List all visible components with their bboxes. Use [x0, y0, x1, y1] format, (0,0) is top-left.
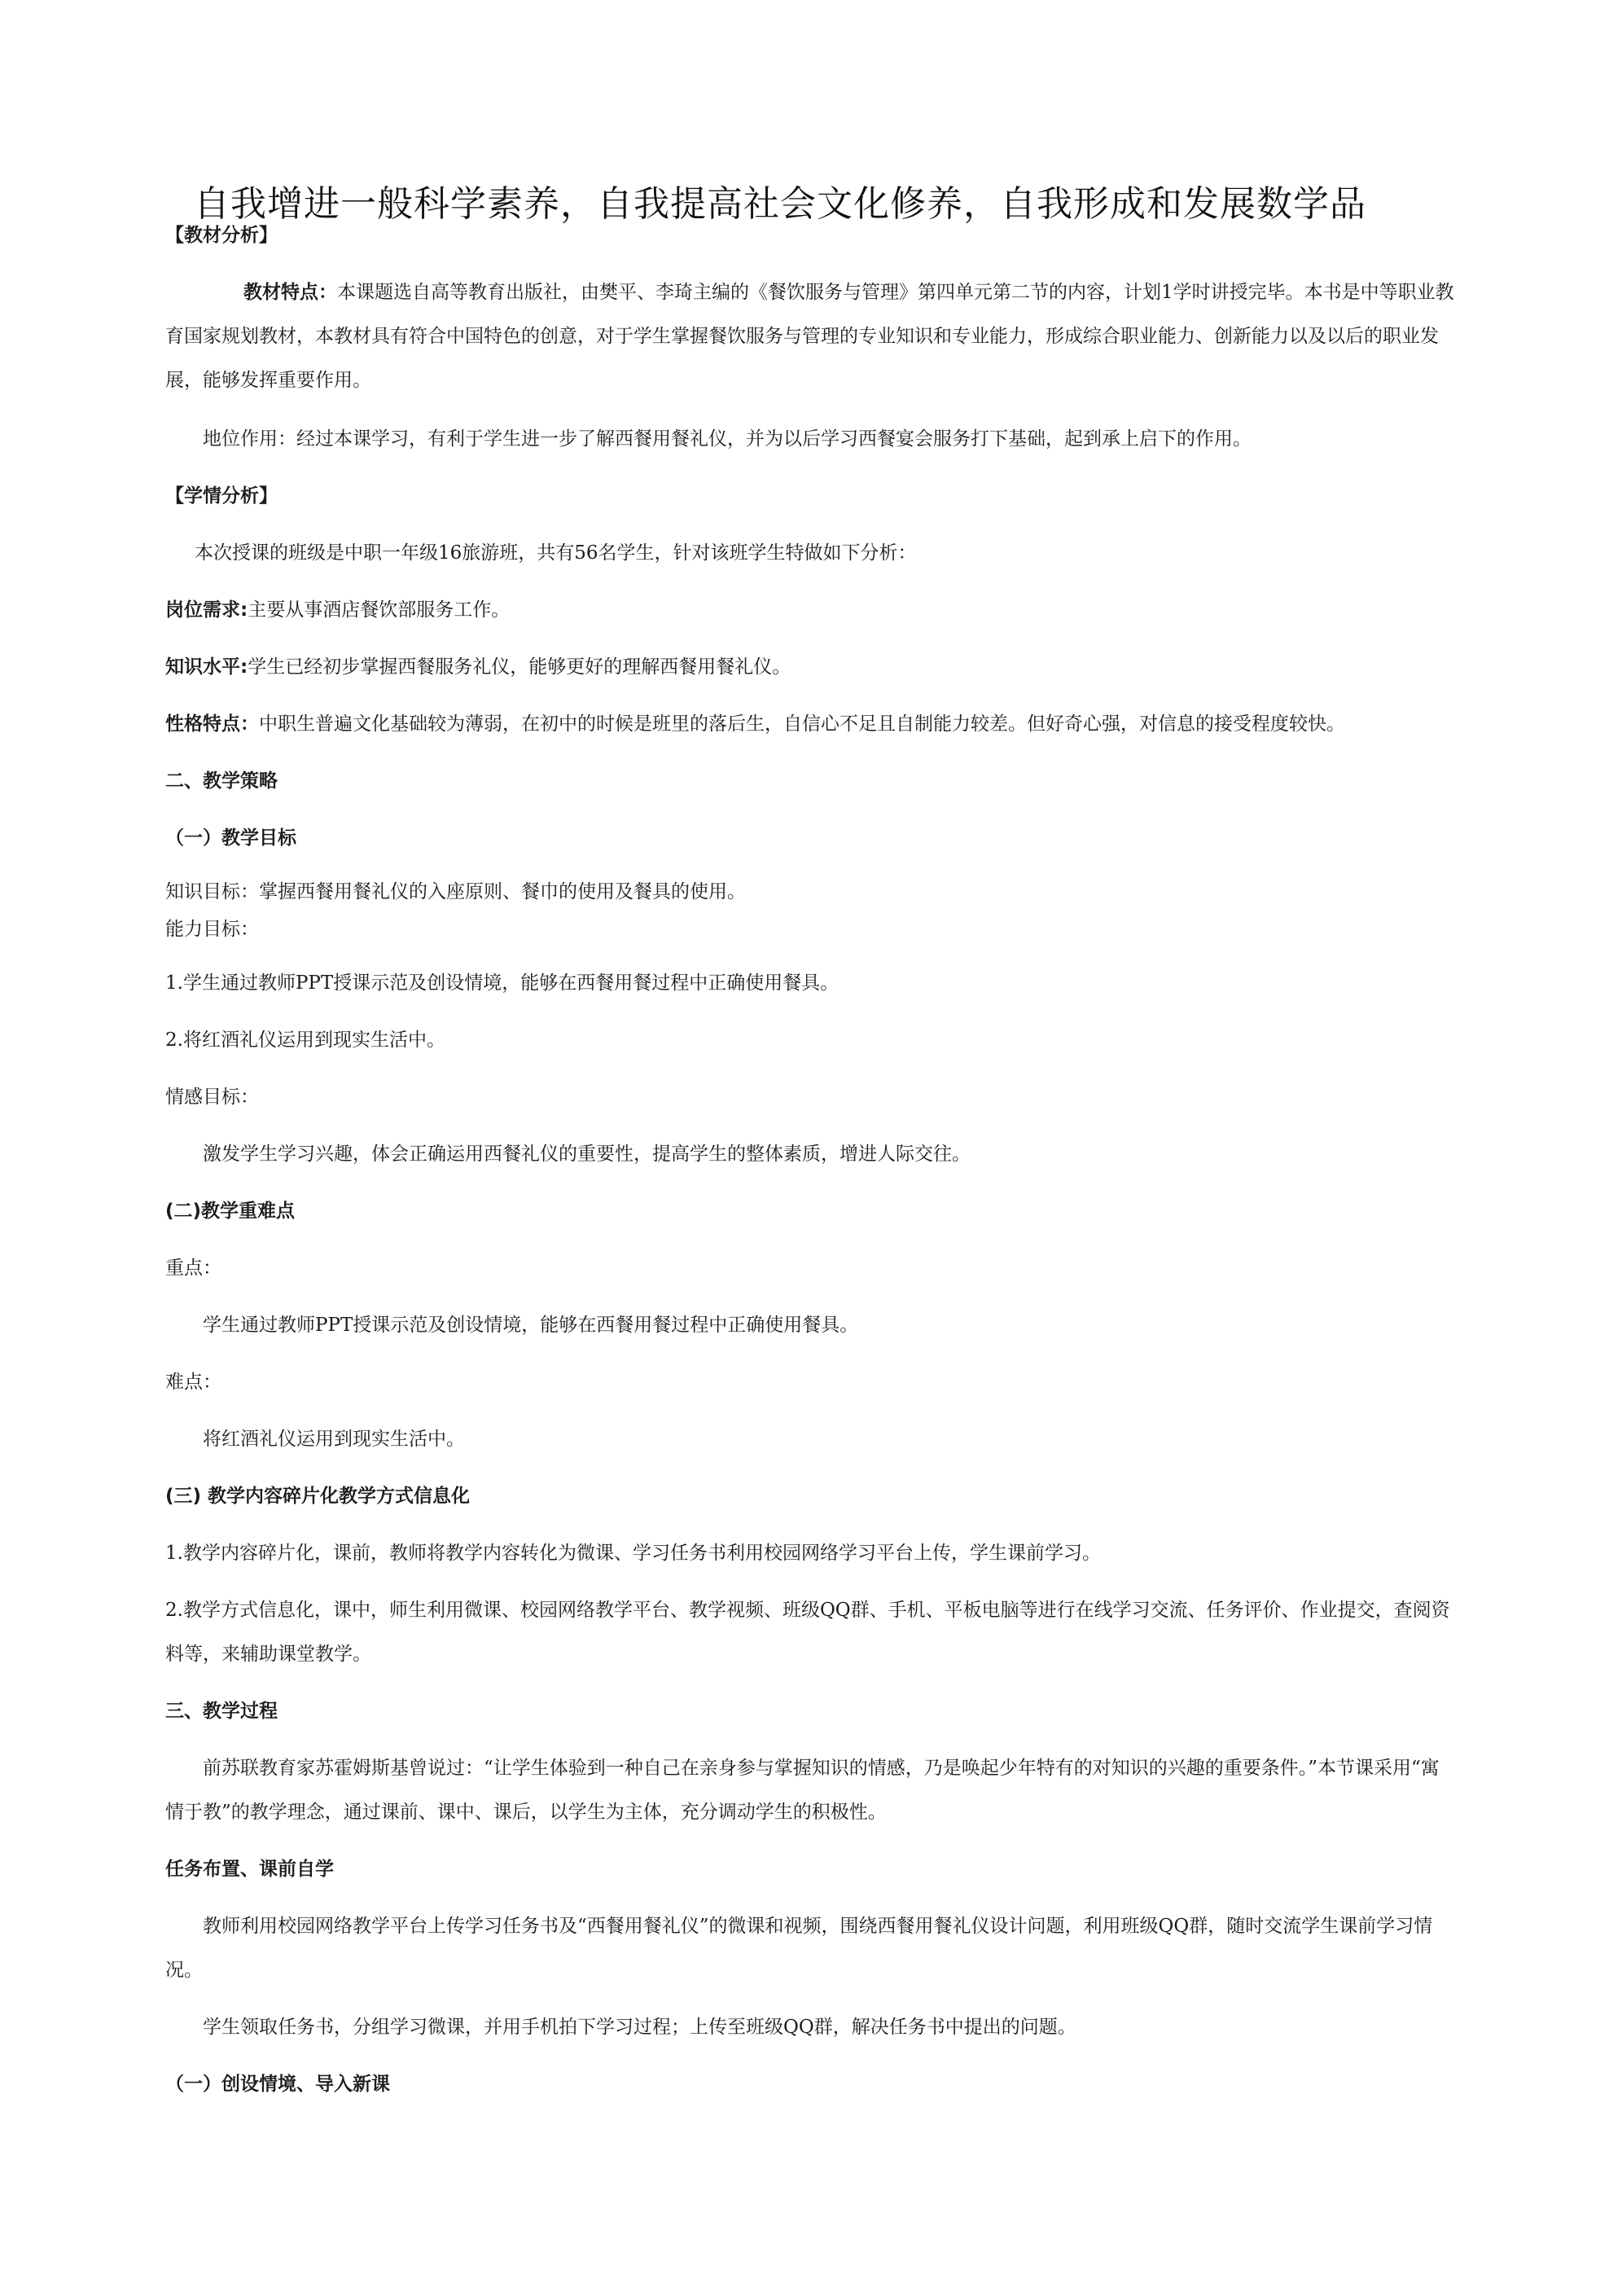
- section-heading-student-analysis: 【学情分析】: [165, 485, 278, 507]
- process-quote-paragraph: 前苏联教育家苏霍姆斯基曾说过：“让学生体验到一种自己在亲身参与掌握知识的情感，乃是唤起少年特有的对知识的兴趣的重要条件。”本节课采用“寓情于教”的教学理念，通过课前、课中、课后，以学生为主体，充分调动学生的积极性。: [165, 1758, 1440, 1823]
- section-heading-textbook-analysis: 【教材分析】: [165, 225, 278, 246]
- personality-label: 性格特点：: [165, 713, 259, 735]
- job-need-text: 主要从事酒店餐饮部服务工作。: [248, 599, 511, 621]
- knowledge-level-label: 知识水平:: [165, 656, 248, 678]
- task-paragraph-1: 教师利用校园网络教学平台上传学习任务书及“西餐用餐礼仪”的微课和视频，围绕西餐用餐礼仪设计问题，利用班级QQ群，随时交流学生课前学习情况。: [165, 1916, 1433, 1981]
- fragmentation-item-2: 2.教学方式信息化，课中，师生利用微课、校园网络教学平台、教学视频、班级QQ群、手机、平板电脑等进行在线学习交流、任务评价、作业提交，查阅资料等，来辅助课堂教学。: [165, 1600, 1450, 1665]
- knowledge-goal-paragraph: 知识目标：掌握西餐用餐礼仪的入座原则、餐巾的使用及餐具的使用。: [165, 881, 746, 902]
- ability-goal-label: 能力目标：: [165, 919, 259, 940]
- ability-goal-item-2: 2.将红酒礼仪运用到现实生活中。: [165, 1029, 445, 1051]
- difficult-point-paragraph: 将红酒礼仪运用到现实生活中。: [203, 1429, 465, 1450]
- textbook-features-paragraph: [165, 270, 1456, 402]
- section-heading-process: 三、教学过程: [165, 1701, 278, 1722]
- page-title: 自我增进一般科学素养，自我提高社会文化修养，自我形成和发展数学品: [194, 183, 1366, 225]
- subheading-fragmentation: (三) 教学内容碎片化教学方式信息化: [165, 1486, 471, 1507]
- subheading-key-points: (二)教学重难点: [165, 1201, 296, 1222]
- key-point-label: 重点：: [165, 1258, 221, 1279]
- difficult-point-label: 难点：: [165, 1372, 221, 1393]
- subheading-teaching-goals: （一）教学目标: [165, 828, 296, 849]
- textbook-features-label: 教材特点：: [243, 282, 337, 303]
- task-paragraph-2: 学生领取任务书，分组学习微课，并用手机拍下学习过程；上传至班级QQ群，解决任务书中提出的问题。: [203, 2017, 1076, 2038]
- subheading-task-assignment: 任务布置、课前自学: [165, 1859, 334, 1880]
- textbook-role-paragraph: 地位作用：经过本课学习，有利于学生进一步了解西餐用餐礼仪，并为以后学习西餐宴会服务打下基础，起到承上启下的作用。: [203, 428, 1252, 450]
- emotion-goal-paragraph: 激发学生学习兴趣，体会正确运用西餐礼仪的重要性，提高学生的整体素质，增进人际交往。: [203, 1144, 971, 1165]
- personality-text: 中职生普遍文化基础较为薄弱，在初中的时候是班里的落后生，自信心不足且自制能力较差。但好奇心强，对信息的接受程度较快。: [259, 713, 1345, 735]
- section-heading-strategy: 二、教学策略: [165, 770, 278, 792]
- textbook-features-text: 本课题选自高等教育出版社，由樊平、李琦主编的《餐饮服务与管理》第四单元第二节的内容，计划1学时讲授完毕。本书是中等职业教育国家规划教材，本教材具有符合中国特色的创意，对于学生掌握餐饮服务与管理的专业知识和专业能力，形成综合职业能力、创新能力以及以后的职业发展，能够发挥重要作用。: [165, 282, 1454, 391]
- fragmentation-item-1: 1.教学内容碎片化，课前，教师将教学内容转化为微课、学习任务书利用校园网络学习平台上传，学生课前学习。: [165, 1543, 1101, 1564]
- document-body: [165, 213, 1456, 2106]
- emotion-goal-label: 情感目标：: [165, 1087, 259, 1108]
- knowledge-level-text: 学生已经初步掌握西餐服务礼仪，能够更好的理解西餐用餐礼仪。: [248, 656, 791, 678]
- ability-goal-item-1: 1.学生通过教师PPT授课示范及创设情境，能够在西餐用餐过程中正确使用餐具。: [165, 972, 839, 994]
- job-need-paragraph: [165, 588, 1456, 632]
- job-need-label: 岗位需求:: [165, 599, 248, 621]
- student-intro-paragraph: 本次授课的班级是中职一年级16旅游班，共有56名学生，针对该班学生特做如下分析：: [195, 542, 917, 564]
- subheading-introduction: （一）创设情境、导入新课: [165, 2074, 390, 2095]
- knowledge-level-paragraph: [165, 645, 1456, 689]
- key-point-paragraph: 学生通过教师PPT授课示范及创设情境，能够在西餐用餐过程中正确使用餐具。: [203, 1315, 859, 1336]
- personality-paragraph: [165, 702, 1456, 746]
